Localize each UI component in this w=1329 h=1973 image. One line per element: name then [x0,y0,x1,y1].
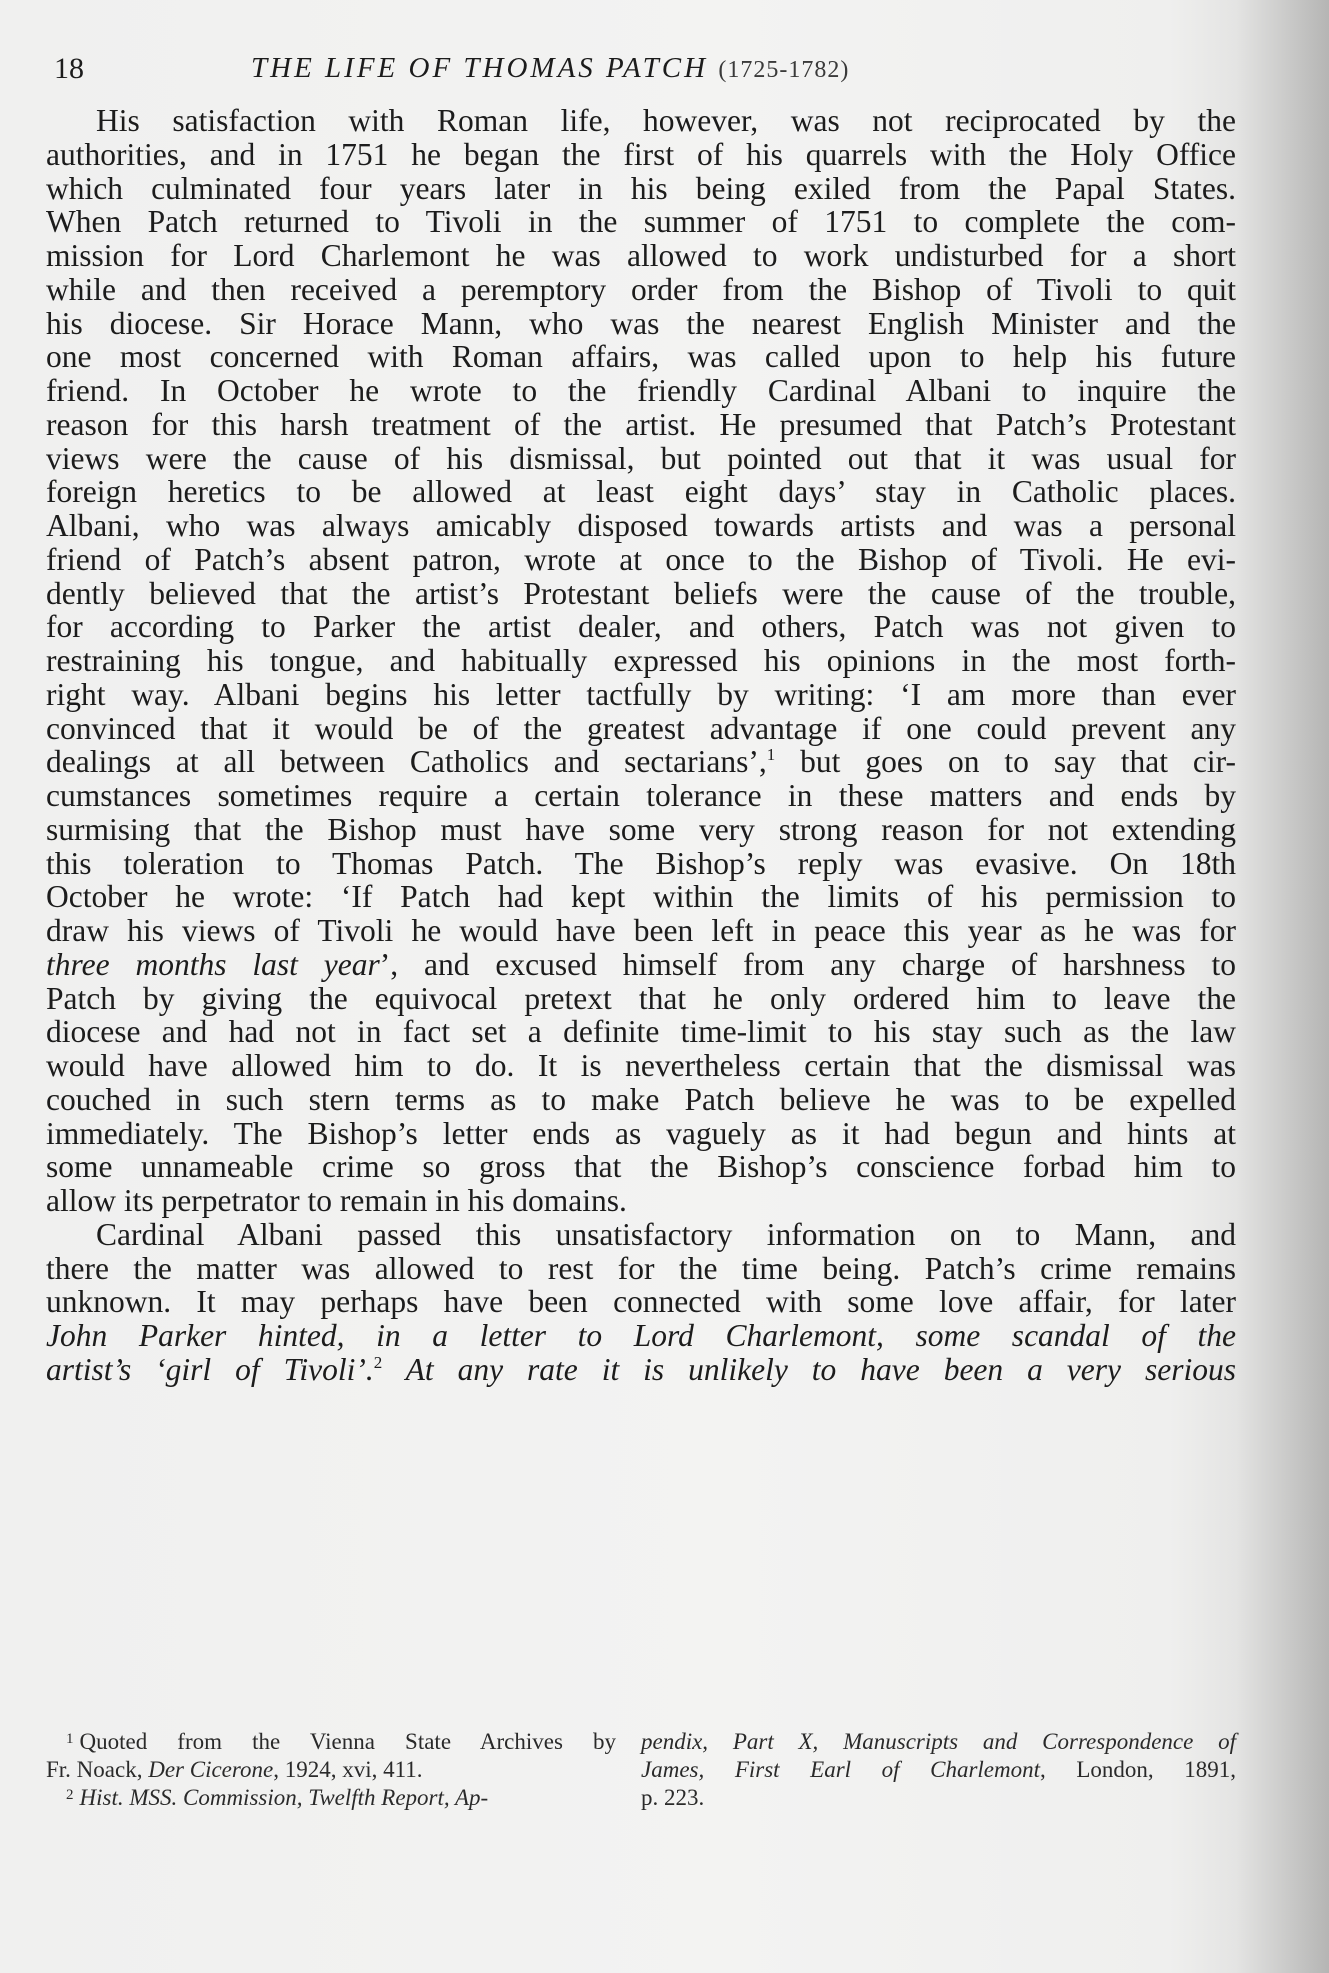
text-line [46,914,1236,948]
text-line [46,1285,1236,1319]
line-text: dently believed that the artist’s Protestant beliefs were the cause of the trouble, [46,575,1236,611]
footnote-text: Fr. Noack, [46,1757,149,1782]
line-text: friend. In October he wrote to the friendly Cardinal Albani to inquire the [46,373,1236,408]
text-line [46,1150,1236,1184]
text-line [46,1353,1236,1387]
footnote-line [46,1756,616,1784]
line-text: When Patch returned to Tivoli in the summer of 1751 to complete the com- [46,204,1236,240]
footnote-text: Quoted from the Vienna State Archives by [79,1729,616,1754]
line-text: one most concerned with Roman affairs, was called upon to help his future [46,339,1236,375]
footnote-number: 1 [66,1731,74,1747]
line-text: unknown. It may perhaps have been connected with some love affair, for later [46,1284,1236,1320]
text-line [46,205,1236,239]
line-text: diocese and had not in fact set a definite time-limit to his stay such as the law [46,1014,1236,1050]
text-line [46,1015,1236,1049]
footnotes-left-column [46,1728,616,1812]
text-line [46,1083,1236,1117]
line-text: right way. Albani begins his letter tactfully by writing: ‘I am more than ever [46,676,1236,712]
text-line [46,779,1236,813]
page-number: 18 [54,52,84,85]
footnote-italic-text: James, First Earl of Charlemont [641,1757,1040,1782]
text-line [46,813,1236,847]
line-text: his diocese. Sir Horace Mann, who was the nearest English Minister and the [46,305,1236,341]
line-text: reason for this harsh treatment of the artist. He presumed that Patch’s Protestant [46,406,1236,442]
running-head-title [251,52,849,85]
footnote-line [641,1756,1236,1784]
line-text: ’, and excused himself from any charge of harshness to [379,946,1236,982]
text-line [46,509,1236,543]
body-text [46,104,1236,1387]
footnote-text: , 1924, xvi, 411. [273,1757,423,1782]
text-line [46,880,1236,914]
line-text: draw his views of Tivoli he would have been left in peace this year as he was for [46,913,1236,948]
footnote-text: p. 223. [641,1785,705,1810]
footnote-text: , London, 1891, [1040,1757,1236,1782]
footnote-line [641,1728,1236,1756]
text-line [46,1319,1236,1353]
text-line [46,1049,1236,1083]
line-text: there the matter was allowed to rest for the time being. Patch’s crime remains [46,1250,1236,1286]
text-line [46,847,1236,881]
line-text: couched in such stern terms as to make Patch believe he was to be expelled [46,1081,1236,1117]
footnote-number: 2 [66,1787,74,1803]
text-line [46,745,1236,779]
text-line [46,239,1236,273]
line-italic-text: three months last year [46,946,380,982]
line-text: restraining his tongue, and habitually expressed his opinions in the most forth- [46,643,1236,678]
text-line [46,543,1236,577]
line-text: which culminated four years later in his being exiled from the Papal States. [46,170,1236,206]
line-text: dealings at all between Catholics and sectarians’, [46,744,767,780]
line-text: authorities, and in 1751 he began the first of his quarrels with the Holy Office [46,136,1236,172]
line-text: Cardinal Albani passed this unsatisfactory information on to Mann, and [96,1216,1236,1252]
text-line [46,475,1236,509]
line-text: but goes on to say that cir- [775,744,1236,780]
line-text: would have allowed him to do. It is nevertheless certain that the dismissal was [46,1048,1236,1083]
footnote-line [46,1784,616,1812]
text-line [46,138,1236,172]
text-line [46,1184,1236,1218]
footnote-reference[interactable]: 1 [766,745,776,765]
text-line [46,307,1236,341]
line-text: immediately. The Bishop’s letter ends as vaguely as it had begun and hints at [46,1115,1236,1151]
text-line [46,1252,1236,1286]
text-line [46,442,1236,476]
footnote-italic-text: Der Cicerone [148,1757,274,1782]
line-text: for according to Parker the artist dealer, and others, Patch was not given to [46,609,1236,645]
running-head [46,52,1246,92]
line-italic-text: John Parker hinted, in a letter to Lord Charlemont, some scandal of the [46,1318,1236,1353]
line-text: Albani, who was always amicably disposed towards artists and was a personal [46,508,1236,543]
text-line [46,610,1236,644]
life-dates: (1725-1782) [718,57,850,83]
text-line [46,982,1236,1016]
line-text: friend of Patch’s absent patron, wrote at once to the Bishop of Tivoli. He evi- [46,541,1236,577]
footnote-line [641,1784,1236,1812]
text-line [46,1218,1236,1252]
line-text: Patch by giving the equivocal pretext that he only ordered him to leave the [46,980,1236,1016]
text-line [46,1117,1236,1151]
text-line [46,678,1236,712]
footnotes-right-column [641,1728,1236,1812]
book-title: THE LIFE OF THOMAS PATCH [251,52,709,84]
line-text: cumstances sometimes require a certain tolerance in these matters and ends by [46,778,1236,813]
text-line [46,273,1236,307]
footnote-line [46,1728,616,1756]
line-text: convinced that it would be of the greatest advantage if one could prevent any [46,710,1236,746]
line-text: mission for Lord Charlemont he was allowed to work undisturbed for a short [46,238,1236,273]
line-text: foreign heretics to be allowed at least eight days’ stay in Catholic places. [46,474,1236,510]
text-line [46,172,1236,206]
text-line [46,104,1236,138]
line-text: this toleration to Thomas Patch. The Bishop’s reply was evasive. On 18th [46,845,1236,881]
text-line [46,948,1236,982]
footnote-reference[interactable]: 2 [373,1352,383,1372]
text-line [46,644,1236,678]
line-italic-text: At any rate it is unlikely to have been a very serious [382,1351,1236,1387]
line-text: October he wrote: ‘If Patch had kept within the limits of his permission to [46,879,1236,915]
text-line [46,577,1236,611]
footnote-italic-text: Hist. MSS. Commission, Twelfth Report, Ap- [79,1785,489,1810]
line-text: while and then received a peremptory order from the Bishop of Tivoli to quit [46,271,1236,307]
text-line [46,712,1236,746]
text-line [46,408,1236,442]
line-italic-text: artist’s ‘girl of Tivoli’. [46,1351,374,1387]
footnote-italic-text: pendix, Part X, Manuscripts and Correspondence of [641,1729,1236,1754]
line-text: His satisfaction with Roman life, however, was not reciprocated by the [96,103,1236,138]
line-text: allow its perpetrator to remain in his domains. [46,1183,627,1218]
text-line [46,340,1236,374]
line-text: surmising that the Bishop must have some very strong reason for not extending [46,811,1236,847]
line-text: some unnameable crime so gross that the Bishop’s conscience forbad him to [46,1149,1236,1185]
text-line [46,374,1236,408]
line-text: views were the cause of his dismissal, but pointed out that it was usual for [46,440,1236,476]
